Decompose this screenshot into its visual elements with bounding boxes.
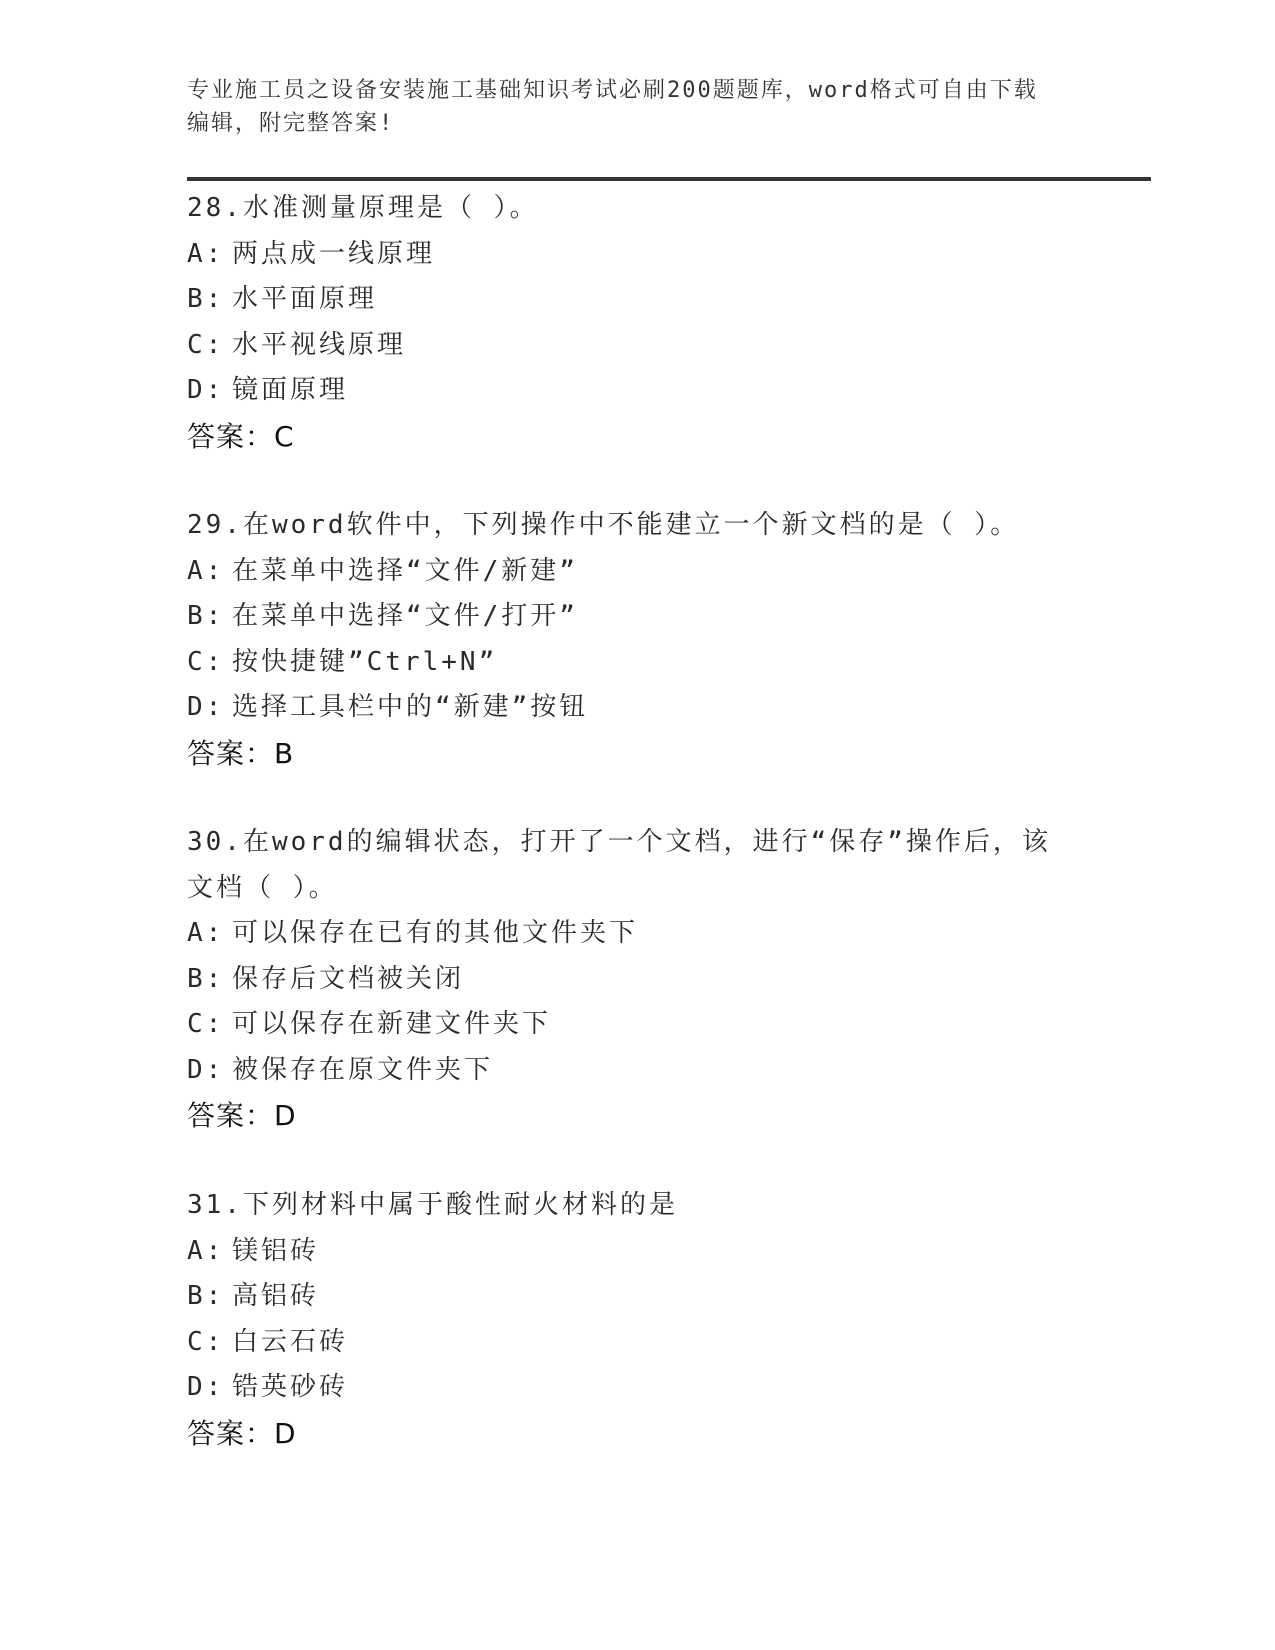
option-letter: C:	[187, 646, 225, 677]
option-letter: A:	[187, 918, 225, 948]
answer-value: D	[274, 1416, 297, 1450]
option-text: 镁铝砖	[232, 1235, 320, 1266]
option-b	[187, 1274, 1087, 1320]
question-number: 30.	[187, 827, 243, 857]
question-stem	[187, 503, 1087, 549]
answer-label: 答案：	[187, 1416, 275, 1450]
option-text: 被保存在原文件夹下	[232, 1054, 494, 1085]
header-double-rule	[187, 177, 1151, 181]
answer-label: 答案：	[187, 1099, 275, 1132]
question-text: 在word软件中，下列操作中不能建立一个新文档的是（ ）。	[242, 510, 1020, 540]
option-text: 高铝砖	[232, 1281, 320, 1311]
question-number: 28.	[187, 193, 243, 223]
question-text: 水准测量原理是（ ）。	[242, 193, 539, 223]
option-letter: D:	[187, 1372, 225, 1402]
option-text: 保存后文档被关闭	[232, 963, 465, 994]
option-letter: B:	[187, 601, 225, 631]
option-text: 可以保存在已有的其他文件夹下	[232, 918, 639, 948]
option-letter: C:	[187, 329, 225, 360]
option-letter: A:	[187, 238, 225, 269]
option-letter: B:	[187, 1281, 225, 1311]
option-text: 锆英砂砖	[232, 1372, 349, 1402]
option-b	[187, 957, 1087, 1003]
question-text: 在word的编辑状态，打开了一个文档，进行“保存”操作后，该	[242, 827, 1051, 857]
option-letter: D:	[187, 1054, 225, 1085]
question-31	[187, 1183, 1087, 1456]
option-d	[187, 1048, 1087, 1094]
option-a	[187, 232, 1087, 278]
option-d	[187, 685, 1087, 731]
option-c	[187, 1002, 1087, 1048]
option-text: 在菜单中选择“文件/新建”	[232, 555, 578, 586]
option-a	[187, 911, 1087, 957]
answer	[187, 1411, 1087, 1457]
question-number: 29.	[187, 510, 243, 540]
answer	[187, 1093, 1087, 1139]
header-line-2: 编辑，附完整答案!	[187, 111, 395, 136]
option-c	[187, 323, 1087, 369]
header-line-1: 专业施工员之设备安装施工基础知识考试必刷200题题库，word格式可自由下载	[187, 78, 1038, 103]
question-stem	[187, 820, 1087, 866]
option-letter: D:	[187, 692, 225, 722]
option-b	[187, 277, 1087, 323]
option-letter: A:	[187, 555, 225, 586]
option-text: 在菜单中选择“文件/打开”	[232, 601, 578, 631]
option-text: 白云石砖	[232, 1326, 349, 1357]
question-stem	[187, 1183, 1087, 1229]
question-stem-continued: 文档（ ）。	[187, 872, 338, 903]
option-letter: B:	[187, 963, 225, 994]
option-d	[187, 1365, 1087, 1411]
option-letter: C:	[187, 1009, 225, 1039]
answer-value: D	[274, 1099, 297, 1132]
option-text: 水平视线原理	[232, 329, 407, 360]
option-text: 水平面原理	[232, 284, 378, 314]
option-letter: D:	[187, 375, 225, 405]
question-30	[187, 820, 1087, 1139]
answer-label: 答案：	[187, 736, 275, 770]
option-letter: A:	[187, 1235, 225, 1266]
option-a	[187, 1229, 1087, 1275]
answer-label: 答案：	[187, 419, 275, 453]
question-28	[187, 186, 1087, 459]
answer	[187, 414, 1087, 460]
option-d	[187, 368, 1087, 414]
option-a	[187, 549, 1087, 595]
question-number: 31.	[187, 1190, 243, 1220]
answer	[187, 731, 1087, 777]
question-text: 下列材料中属于酸性耐火材料的是	[242, 1190, 678, 1220]
option-text: 按快捷键”Ctrl+N”	[232, 646, 498, 677]
option-b	[187, 594, 1087, 640]
question-stem	[187, 186, 1087, 232]
option-c	[187, 640, 1087, 686]
option-letter: C:	[187, 1326, 225, 1357]
option-text: 可以保存在新建文件夹下	[232, 1009, 552, 1039]
answer-value: C	[274, 419, 295, 453]
question-29	[187, 503, 1087, 776]
option-text: 镜面原理	[232, 375, 349, 405]
option-letter: B:	[187, 284, 225, 314]
option-text: 两点成一线原理	[232, 238, 436, 269]
document-header	[187, 74, 1067, 140]
answer-value: B	[274, 736, 295, 770]
option-text: 选择工具栏中的“新建”按钮	[232, 692, 589, 722]
option-c	[187, 1320, 1087, 1366]
